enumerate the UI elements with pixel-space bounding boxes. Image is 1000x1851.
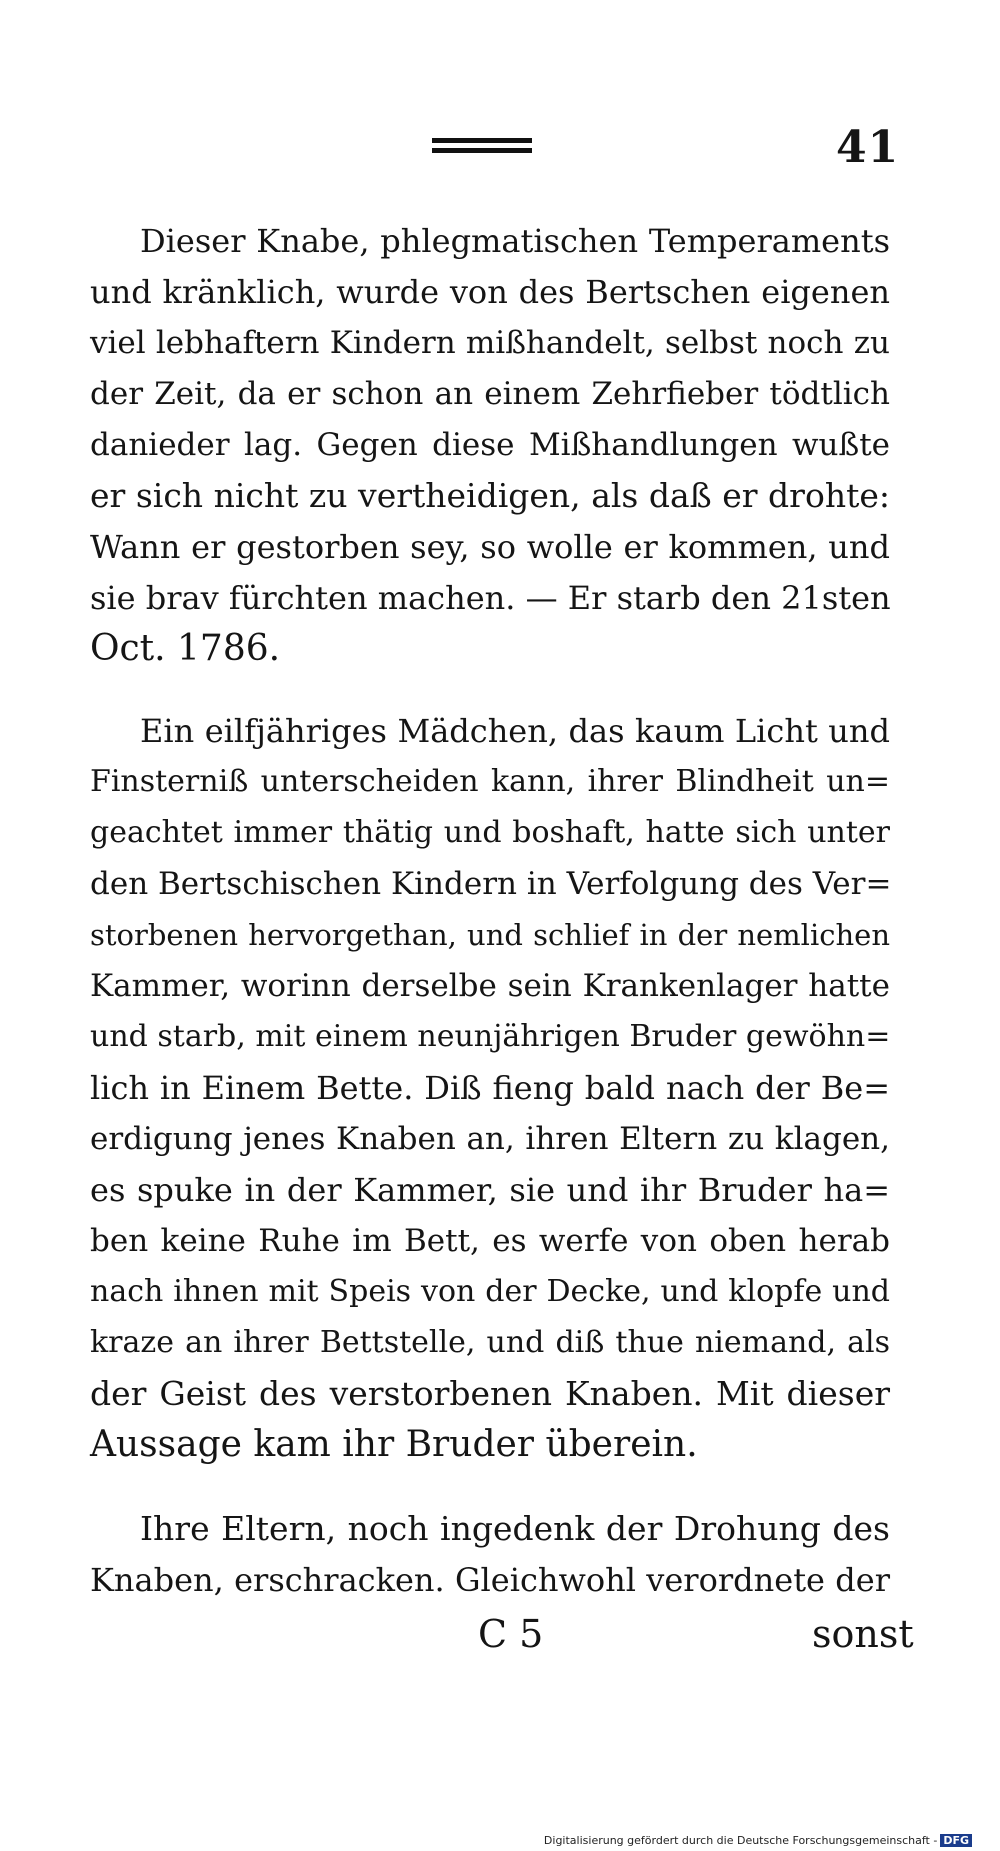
text-line: Ein eilfjähriges Mädchen, das kaum Licht und bbox=[140, 712, 890, 750]
text-line: und kränklich, wurde von des Bertschen eigenen bbox=[90, 273, 890, 311]
text-line: Kammer, worinn derselbe sein Krankenlager hatte bbox=[90, 968, 890, 1004]
text-line: Aussage kam ihr Bruder überein. bbox=[90, 1424, 698, 1465]
credit-text: Digitalisierung gefördert durch die Deutsche Forschungsgemeinschaft - bbox=[543, 1834, 938, 1847]
header-rule-line bbox=[432, 138, 532, 143]
text-line: sie brav fürchten machen. — Er starb den 21sten bbox=[90, 579, 891, 617]
text-line: Finsterniß unterscheiden kann, ihrer Blindheit un= bbox=[90, 764, 890, 799]
text-line: es spuke in der Kammer, sie und ihr Bruder ha= bbox=[90, 1171, 890, 1209]
text-line: storbenen hervorgethan, und schlief in der nemlichen bbox=[90, 918, 890, 952]
header-double-rule bbox=[432, 138, 532, 156]
text-line: Oct. 1786. bbox=[90, 628, 281, 669]
signature-mark: C 5 bbox=[478, 1612, 544, 1656]
dfg-logo: DFG bbox=[940, 1834, 972, 1847]
text-line: danieder lag. Gegen diese Mißhandlungen wußte bbox=[90, 427, 890, 463]
catchword: sonst bbox=[812, 1612, 914, 1656]
text-line: ben keine Ruhe im Bett, es werfe von oben herab bbox=[90, 1223, 890, 1259]
text-line: Ihre Eltern, noch ingedenk der Drohung des bbox=[140, 1509, 890, 1548]
text-line: der Zeit, da er schon an einem Zehrfieber tödtlich bbox=[90, 376, 890, 412]
text-line: geachtet immer thätig und boshaft, hatte sich unter bbox=[90, 815, 890, 850]
text-line: Wann er gestorben sey, so wolle er kommen, und bbox=[90, 528, 890, 566]
text-line: der Geist des verstorbenen Knaben. Mit dieser bbox=[90, 1374, 890, 1413]
text-line: erdigung jenes Knaben an, ihren Eltern zu klagen, bbox=[90, 1121, 890, 1157]
text-line: und starb, mit einem neunjährigen Bruder gewöhn= bbox=[90, 1019, 891, 1054]
text-line: viel lebhaftern Kindern mißhandelt, selbst noch zu bbox=[90, 325, 890, 361]
text-line: kraze an ihrer Bettstelle, und diß thue niemand, als bbox=[90, 1325, 890, 1360]
digitization-credit bbox=[544, 1834, 972, 1847]
text-line: lich in Einem Bette. Diß fieng bald nach der Be= bbox=[90, 1069, 890, 1107]
text-line: Dieser Knabe, phlegmatischen Temperaments bbox=[140, 222, 890, 260]
header-rule-line bbox=[432, 148, 532, 153]
text-line: nach ihnen mit Speis von der Decke, und klopfe und bbox=[90, 1274, 890, 1309]
text-line: den Bertschischen Kindern in Verfolgung des Ver= bbox=[90, 866, 892, 902]
text-line: er sich nicht zu vertheidigen, als daß er drohte: bbox=[90, 476, 890, 515]
text-line: Knaben, erschracken. Gleichwohl verordnete der bbox=[90, 1561, 890, 1599]
page-number: 41 bbox=[836, 122, 900, 173]
